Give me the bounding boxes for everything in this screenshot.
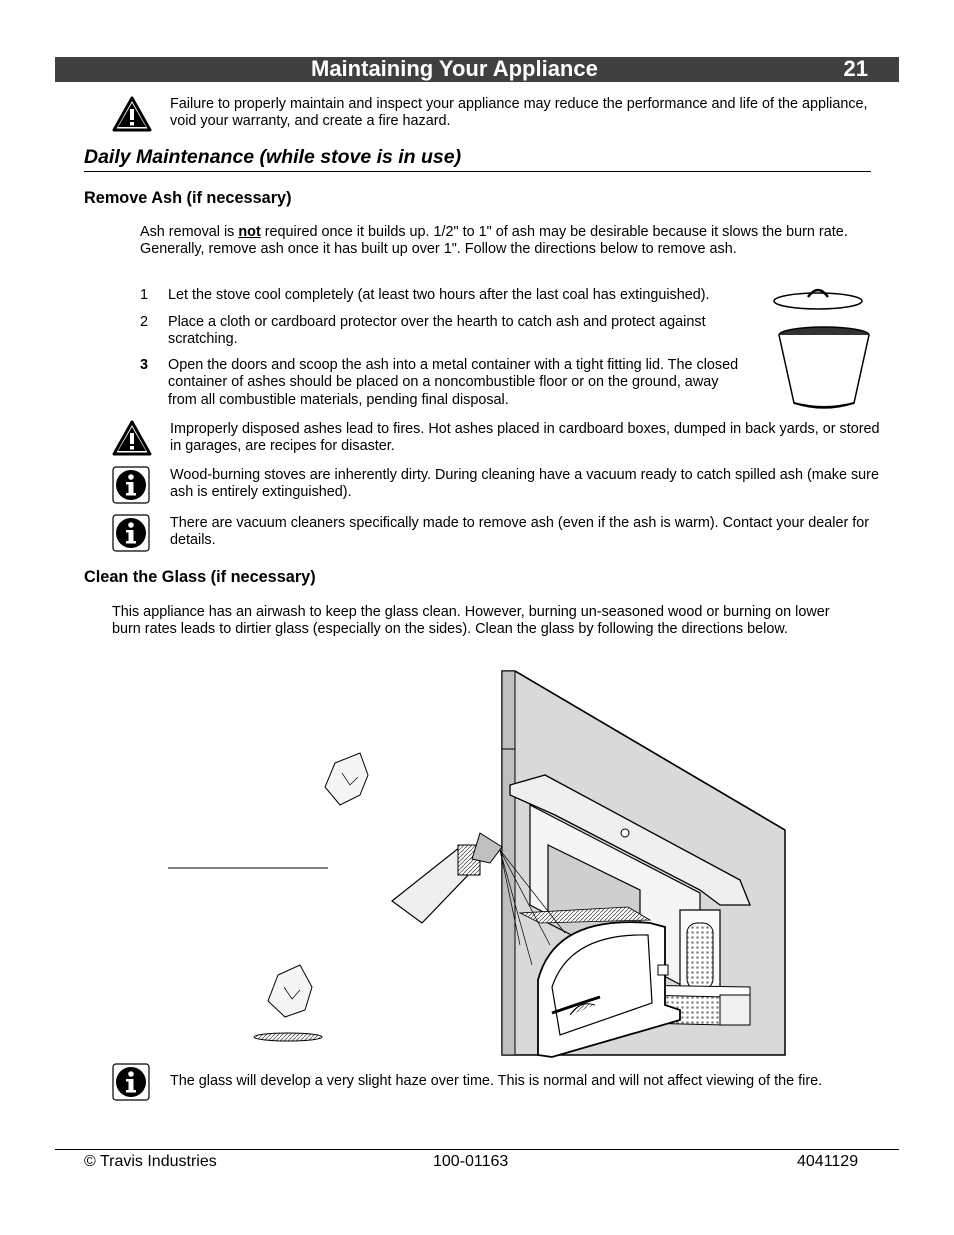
footer-part-number: 4041129 (797, 1153, 859, 1170)
intro-warning-text: Failure to properly maintain and inspect your appliance may reduce the performance and life of the appliance, void your warranty, and create a fire hazard. (170, 96, 868, 130)
ash-para-emphasis: not (238, 224, 261, 240)
warning-icon (112, 96, 152, 132)
warning-icon (112, 420, 152, 456)
info-text-ash-vacuum: There are vacuum cleaners specifically made to remove ash (even if the ash is warm). Contact your dealer for details. (170, 515, 870, 549)
footer-doc-number: 100-01163 (433, 1153, 509, 1170)
ash-para-end: required once it builds up. 1/2" to 1" of ash may be desirable because it slows the burn rate. Generally, remove ash once it has built up over 1". Follow the directions below to remove ash. (140, 224, 848, 258)
info-icon (112, 1063, 150, 1101)
footer-company: © Travis Industries (84, 1153, 217, 1170)
info-text-vacuum-ready: Wood-burning stoves are inherently dirty. During cleaning have a vacuum ready to catch spilled ash (make sure ash is entirely extinguished). (170, 467, 879, 501)
section-heading: Daily Maintenance (while stove is in use) (84, 146, 871, 172)
ash-bucket-illustration (768, 283, 884, 413)
step-text: Open the doors and scoop the ash into a metal container with a tight fitting lid. The closed container of ashes should be placed on a noncombustible floor or on the ground, away from all combustible materials, pending final disposal. (168, 357, 739, 408)
step-number: 2 (140, 314, 149, 330)
glass-paragraph: This appliance has an airwash to keep the glass clean. However, burning un-seasoned wood or burning on lower burn rates leads to dirtier glass (especially on the sides). Clean the glass by following the directions below. (112, 604, 830, 638)
page-title-bar (55, 57, 899, 82)
step-number: 1 (140, 287, 149, 303)
page-title: Maintaining Your Appliance (311, 56, 598, 81)
glass-subheading: Clean the Glass (if necessary) (84, 568, 316, 586)
page-number: 21 (843, 56, 868, 81)
step-text: Place a cloth or cardboard protector over the hearth to catch ash and protect against scratching. (168, 314, 706, 348)
ash-paragraph (140, 224, 860, 259)
info-icon (112, 514, 150, 552)
ash-para-start: Ash removal is (140, 224, 239, 240)
info-icon (112, 466, 150, 504)
ash-warning-text: Improperly disposed ashes lead to fires. Hot ashes placed in cardboard boxes, dumped in back yards, or stored in garages, are recipes for disaster. (170, 421, 880, 455)
ash-subheading: Remove Ash (if necessary) (84, 189, 292, 207)
glass-cleaning-illustration (160, 665, 800, 1060)
step-text: Let the stove cool completely (at least two hours after the last coal has extinguished). (168, 287, 710, 303)
glass-info-text: The glass will develop a very slight haze over time. This is normal and will not affect viewing of the fire. (170, 1073, 823, 1089)
footer-divider (55, 1149, 899, 1150)
step-number: 3 (140, 357, 149, 373)
